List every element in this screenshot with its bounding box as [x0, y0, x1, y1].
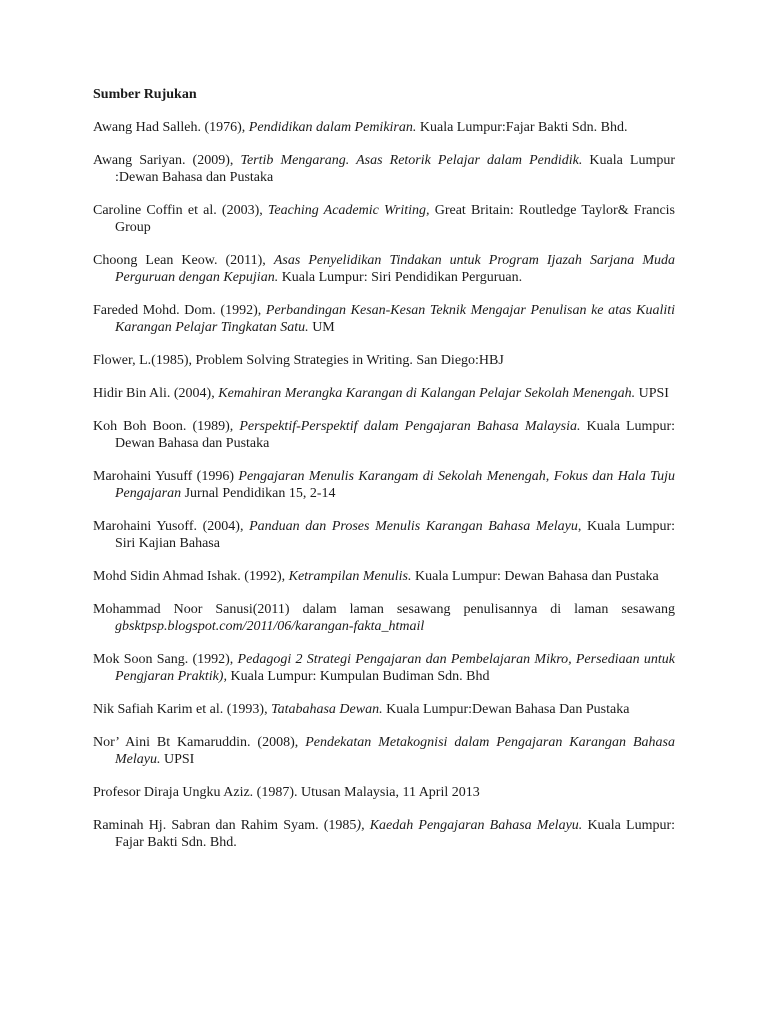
- reference-text: Choong Lean Keow. (2011),: [93, 253, 274, 268]
- reference-text: UPSI: [635, 386, 669, 401]
- reference-text: Flower, L.(1985), Problem Solving Strategies in Writing. San Diego:HBJ: [93, 353, 504, 368]
- reference-title: Pendidikan dalam Pemikiran.: [248, 120, 417, 135]
- reference-text: UM: [308, 320, 335, 335]
- reference-item: [93, 352, 675, 369]
- reference-text: Awang Sariyan. (2009),: [93, 153, 241, 168]
- reference-text: Kuala Lumpur: Dewan Bahasa dan Pustaka: [115, 419, 676, 451]
- reference-title: Pengajaran Menulis Karangam di Sekolah Menengah, Fokus dan Hala Tuju Pengajaran: [115, 469, 675, 501]
- reference-title: Pedagogi 2 Strategi Pengajaran dan Pembelajaran Mikro, Persediaan untuk Pengjaran Praktik),: [115, 652, 675, 684]
- reference-item: [93, 468, 675, 502]
- reference-text: Mohammad Noor Sanusi(2011) dalam laman sesawang penulisannya di laman sesawang: [93, 602, 675, 617]
- reference-item: [93, 302, 675, 336]
- reference-text: Raminah Hj. Sabran dan Rahim Syam. (1985: [93, 818, 357, 833]
- reference-title: Perbandingan Kesan-Kesan Teknik Mengajar Penulisan ke atas Kualiti Karangan Pelajar Tingkatan Satu.: [115, 303, 675, 335]
- reference-text: Marohaini Yusoff. (2004),: [93, 519, 250, 534]
- reference-item: [93, 385, 675, 402]
- reference-title: Tatabahasa Dewan.: [271, 702, 383, 717]
- reference-url: gbsktpsp.blogspot.com/2011/06/karangan-fakta_htmail: [115, 619, 425, 634]
- reference-title: Pendekatan Metakognisi dalam Pengajaran Karangan Bahasa Melayu.: [115, 735, 675, 767]
- reference-text: UPSI: [160, 752, 195, 767]
- reference-text: , Kuala Lumpur: Siri Kajian Bahasa: [115, 519, 676, 551]
- reference-text: Nik Safiah Karim et al. (1993),: [93, 702, 272, 717]
- reference-text: Nor’ Aini Bt Kamaruddin. (2008),: [93, 735, 306, 750]
- reference-item: [93, 568, 675, 585]
- reference-text: Marohaini Yusuff (1996): [93, 469, 239, 484]
- reference-text: Fareded Mohd. Dom. (1992),: [93, 303, 266, 318]
- reference-text: Koh Boh Boon. (1989),: [93, 419, 240, 434]
- reference-title: Ketrampilan Menulis.: [288, 569, 412, 584]
- reference-title: Kemahiran Merangka Karangan di Kalangan Pelajar Sekolah Menengah.: [218, 386, 636, 401]
- reference-text: Kuala Lumpur: Dewan Bahasa dan Pustaka: [411, 569, 659, 584]
- reference-item: [93, 418, 675, 452]
- reference-item: [93, 119, 675, 136]
- reference-text: Kuala Lumpur:Fajar Bakti Sdn. Bhd.: [416, 120, 628, 135]
- reference-item: [93, 252, 675, 286]
- reference-text: Kuala Lumpur:Dewan Bahasa Dan Pustaka: [382, 702, 630, 717]
- reference-text: Kuala Lumpur: Kumpulan Budiman Sdn. Bhd: [226, 669, 490, 684]
- reference-title: ), Kaedah Pengajaran Bahasa Melayu.: [356, 818, 583, 833]
- reference-item: [93, 601, 675, 635]
- reference-item: [93, 152, 675, 186]
- reference-title: Panduan dan Proses Menulis Karangan Bahasa Melayu: [249, 519, 578, 534]
- page-title: Sumber Rujukan: [93, 87, 197, 102]
- reference-list: [93, 119, 675, 851]
- reference-item: [93, 518, 675, 552]
- reference-item: [93, 651, 675, 685]
- reference-text: Profesor Diraja Ungku Aziz. (1987). Utusan Malaysia, 11 April 2013: [93, 785, 480, 800]
- reference-item: [93, 817, 675, 851]
- reference-title: Perspektif-Perspektif dalam Pengajaran Bahasa Malaysia.: [239, 419, 581, 434]
- reference-text: Jurnal Pendidikan 15, 2-14: [181, 486, 336, 501]
- reference-title: Tertib Mengarang. Asas Retorik Pelajar dalam Pendidik.: [240, 153, 583, 168]
- reference-title: Teaching Academic Writing,: [267, 203, 430, 218]
- reference-text: Mohd Sidin Ahmad Ishak. (1992),: [93, 569, 289, 584]
- document-content: [93, 86, 675, 867]
- reference-text: Kuala Lumpur: Fajar Bakti Sdn. Bhd.: [115, 818, 676, 850]
- reference-text: Kuala Lumpur: Siri Pendidikan Perguruan.: [278, 270, 523, 285]
- reference-item: [93, 734, 675, 768]
- reference-title: Asas Penyelidikan Tindakan untuk Program Ijazah Sarjana Muda Perguruan dengan Kepujian.: [115, 253, 675, 285]
- reference-text: Hidir Bin Ali. (2004),: [93, 386, 219, 401]
- reference-text: Awang Had Salleh. (1976),: [93, 120, 249, 135]
- reference-item: [93, 784, 675, 801]
- reference-text: Great Britain: Routledge Taylor& Francis Group: [115, 203, 675, 235]
- reference-text: Caroline Coffin et al. (2003),: [93, 203, 268, 218]
- reference-text: Mok Soon Sang. (1992),: [93, 652, 238, 667]
- reference-text: Kuala Lumpur :Dewan Bahasa dan Pustaka: [115, 153, 676, 185]
- reference-item: [93, 202, 675, 236]
- reference-item: [93, 701, 675, 718]
